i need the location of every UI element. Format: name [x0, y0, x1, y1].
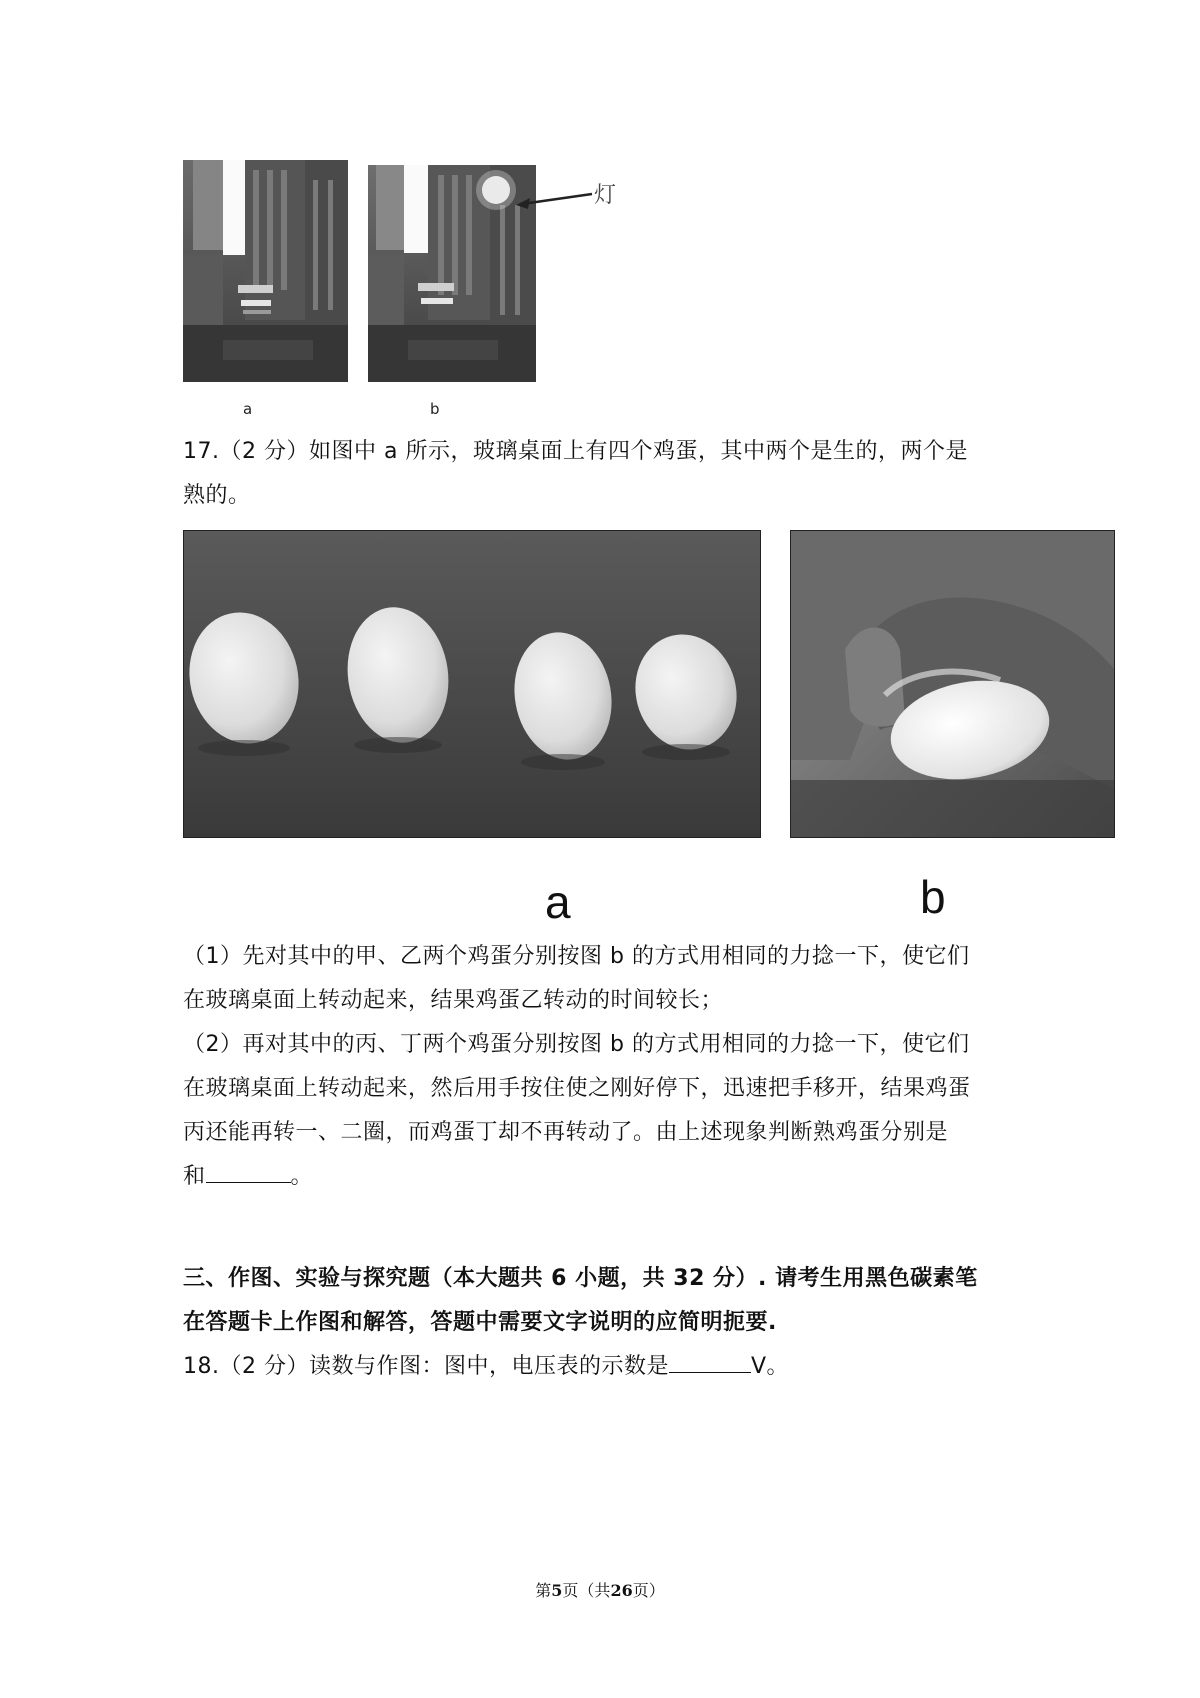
footer-suffix: 页） [632, 1581, 665, 1600]
figure-16-caption-b: b [430, 400, 440, 418]
q17-part2-line4 [183, 1155, 313, 1199]
figure-16-caption-a: a [243, 400, 253, 418]
q18-answer-blank[interactable] [669, 1346, 751, 1373]
figure-17-caption-a: a [545, 876, 571, 928]
page-footer [0, 1578, 1200, 1601]
footer-middle: 页（共 [562, 1581, 611, 1600]
footer-prefix: 第 [535, 1581, 552, 1600]
eggs-on-table-image [183, 530, 761, 838]
q17-part1-line1: （1）先对其中的甲、乙两个鸡蛋分别按图 b 的方式用相同的力捻一下，使它们 [183, 944, 970, 969]
section3-heading-line1: 三、作图、实验与探究题（本大题共 6 小题，共 32 分）. 请考生用黑色碳素笔 [183, 1266, 978, 1291]
section3-heading-line2: 在答题卡上作图和解答，答题中需要文字说明的应简明扼要. [183, 1310, 777, 1335]
footer-page-number: 5 [551, 1581, 563, 1600]
footer-total-pages: 26 [610, 1581, 633, 1600]
lamp-annotation-label: 灯 [594, 183, 617, 208]
building-photo-a-image [183, 160, 348, 382]
q17-line4-suffix: 。 [290, 1164, 314, 1189]
q18-stem [183, 1345, 789, 1389]
q17-part2-line1: （2）再对其中的丙、丁两个鸡蛋分别按图 b 的方式用相同的力捻一下，使它们 [183, 1032, 970, 1057]
q18-text-prefix: 18.（2 分）读数与作图：图中，电压表的示数是 [183, 1354, 669, 1379]
q17-answer-blank[interactable] [206, 1156, 291, 1183]
figure-17-caption-b: b [920, 871, 946, 923]
q17-stem-line2: 熟的。 [183, 483, 251, 508]
q17-part2-line2: 在玻璃桌面上转动起来，然后用手按住使之刚好停下，迅速把手移开，结果鸡蛋 [183, 1076, 971, 1101]
hand-spinning-egg-image [790, 530, 1115, 838]
q18-text-suffix: V。 [750, 1354, 790, 1379]
figure-17-photo-a [183, 530, 761, 838]
q17-stem-line1: 17.（2 分）如图中 a 所示，玻璃桌面上有四个鸡蛋，其中两个是生的，两个是 [183, 439, 968, 464]
q17-part1-line2: 在玻璃桌面上转动起来，结果鸡蛋乙转动的时间较长； [183, 988, 724, 1013]
figure-17-photo-b [790, 530, 1115, 838]
figure-16-photo-a [183, 160, 348, 382]
q17-part2-line3: 丙还能再转一、二圈，而鸡蛋丁却不再转动了。由上述现象判断熟鸡蛋分别是 [183, 1120, 949, 1145]
q17-line4-prefix: 和 [183, 1164, 206, 1189]
